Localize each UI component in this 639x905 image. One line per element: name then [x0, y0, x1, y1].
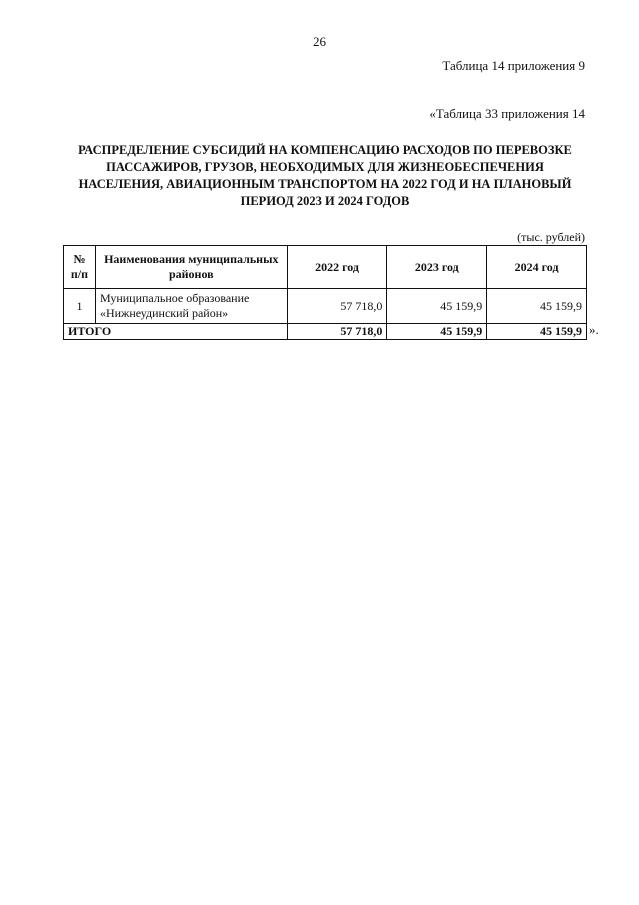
header-district-name-line: Наименования муниципальных — [104, 252, 279, 266]
row-value-2023: 45 159,9 — [387, 289, 487, 324]
header-number — [64, 246, 96, 289]
row-district-name — [95, 289, 287, 324]
header-year-2023: 2023 год — [387, 246, 487, 289]
document-title-line: ПАССАЖИРОВ, ГРУЗОВ, НЕОБХОДИМЫХ ДЛЯ ЖИЗНЕОБЕСПЕЧЕНИЯ — [106, 160, 544, 174]
total-value-2024: 45 159,9 — [487, 324, 587, 340]
document-title-line: НАСЕЛЕНИЯ, АВИАЦИОННЫМ ТРАНСПОРТОМ НА 2022 ГОД И НА ПЛАНОВЫЙ — [78, 177, 572, 191]
annex-table-label: «Таблица 33 приложения 14 — [429, 106, 585, 121]
row-value-2022: 57 718,0 — [287, 289, 387, 324]
row-value-2024: 45 159,9 — [487, 289, 587, 324]
units-note: (тыс. рублей) — [517, 230, 585, 244]
subsidy-table — [63, 245, 587, 340]
total-value-2022: 57 718,0 — [287, 324, 387, 340]
table-row — [64, 289, 587, 324]
table-header — [64, 246, 587, 289]
header-number-line: № — [73, 252, 86, 266]
total-label: ИТОГО — [64, 324, 288, 340]
document-title-line: РАСПРЕДЕЛЕНИЕ СУБСИДИЙ НА КОМПЕНСАЦИЮ РАСХОДОВ ПО ПЕРЕВОЗКЕ — [78, 143, 572, 157]
row-number: 1 — [64, 289, 96, 324]
total-row — [64, 324, 587, 340]
document-title-line: ПЕРИОД 2023 И 2024 ГОДОВ — [240, 194, 410, 208]
row-district-name-line: «Нижнеудинский район» — [99, 306, 229, 320]
header-district-name-line: районов — [168, 267, 214, 281]
header-year-2024: 2024 год — [487, 246, 587, 289]
page-number: 26 — [313, 34, 326, 49]
header-year-2022: 2022 год — [287, 246, 387, 289]
closing-quote: ». — [589, 322, 599, 337]
header-number-line: п/п — [70, 267, 89, 281]
row-district-name-line: Муниципальное образование — [99, 291, 250, 305]
header-district-name — [95, 246, 287, 289]
document-title — [64, 142, 586, 210]
table-header-row — [64, 246, 587, 289]
total-value-2023: 45 159,9 — [387, 324, 487, 340]
annex-label: Таблица 14 приложения 9 — [442, 58, 585, 73]
